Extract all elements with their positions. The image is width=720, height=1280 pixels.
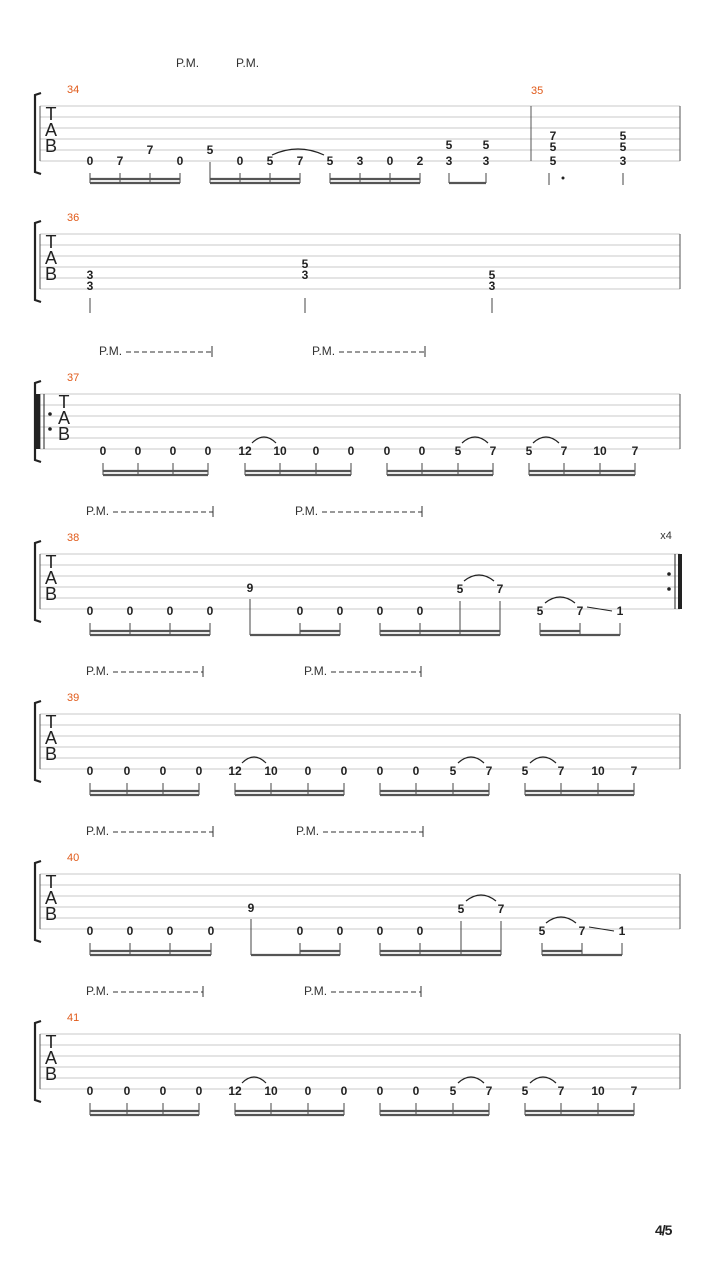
fret-number: 5 [449, 1084, 457, 1098]
tab-clef-letter: A [57, 408, 71, 428]
palm-mute-label: P.M. [295, 504, 319, 518]
fret-number: 7 [576, 604, 584, 618]
fret-number: 7 [557, 764, 565, 778]
tab-clef-letter: B [44, 744, 58, 764]
palm-mute-label: P.M. [312, 344, 336, 358]
fret-number: 7 [560, 444, 568, 458]
fret-number: 5 [536, 604, 544, 618]
fret-number: 0 [347, 444, 355, 458]
tab-clef-letter: B [44, 1064, 58, 1084]
palm-mute-label: P.M. [86, 824, 110, 838]
fret-number: 7 [630, 764, 638, 778]
fret-number: 7 [496, 582, 504, 596]
fret-number: 0 [86, 604, 94, 618]
fret-number: 5 [538, 924, 546, 938]
tab-clef-letter: T [45, 104, 57, 124]
fret-number: 0 [376, 764, 384, 778]
fret-number: 0 [86, 1084, 94, 1098]
fret-number: 3 [86, 279, 94, 293]
measure-number: 37 [67, 372, 80, 384]
measure-number: 35 [531, 85, 544, 97]
fret-number: 0 [86, 764, 94, 778]
repeat-count: x4 [660, 530, 672, 542]
tab-clef-letter: T [45, 1032, 57, 1052]
fret-number: 9 [246, 581, 254, 595]
palm-mute-label: P.M. [296, 824, 320, 838]
palm-mute-label: P.M. [304, 664, 328, 678]
fret-number: 0 [418, 444, 426, 458]
fret-number: 0 [195, 764, 203, 778]
fret-number: 3 [619, 154, 627, 168]
fret-number: 0 [86, 924, 94, 938]
tab-clef-letter: A [44, 120, 58, 140]
fret-number: 10 [591, 764, 605, 778]
fret-number: 5 [549, 154, 557, 168]
fret-number: 1 [616, 604, 624, 618]
measure-number: 34 [67, 84, 80, 96]
fret-number: 0 [126, 604, 134, 618]
tab-clef-letter: A [44, 888, 58, 908]
fret-number: 10 [593, 444, 607, 458]
fret-number: 0 [169, 444, 177, 458]
fret-number: 5 [521, 1084, 529, 1098]
fret-number: 7 [630, 1084, 638, 1098]
tab-staff [35, 1012, 680, 1102]
fret-number: 5 [488, 268, 496, 282]
fret-number: 2 [416, 154, 424, 168]
fret-number: 0 [134, 444, 142, 458]
fret-number: 7 [578, 924, 586, 938]
fret-number: 5 [521, 764, 529, 778]
fret-number: 1 [618, 924, 626, 938]
fret-number: 10 [264, 1084, 278, 1098]
fret-number: 0 [383, 444, 391, 458]
palm-mute-label: P.M. [86, 984, 110, 998]
fret-number: 7 [296, 154, 304, 168]
fret-number: 5 [266, 154, 274, 168]
fret-number: 0 [386, 154, 394, 168]
fret-number: 0 [412, 764, 420, 778]
palm-mute-label: P.M. [99, 344, 123, 358]
tab-clef-letter: A [44, 1048, 58, 1068]
fret-number: 0 [99, 444, 107, 458]
fret-number: 0 [296, 604, 304, 618]
measure-number: 41 [67, 1012, 80, 1024]
fret-number: 0 [412, 1084, 420, 1098]
fret-number: 7 [485, 764, 493, 778]
palm-mute-label: P.M. [86, 504, 110, 518]
fret-number: 10 [264, 764, 278, 778]
fret-number: 3 [86, 268, 94, 282]
page-number: 4/5 [655, 1222, 672, 1238]
fret-number: 10 [273, 444, 287, 458]
fret-number: 3 [482, 154, 490, 168]
fret-number: 5 [619, 140, 627, 154]
fret-number: 7 [549, 129, 557, 143]
fret-number: 5 [445, 138, 453, 152]
measure-number: 38 [67, 532, 80, 544]
fret-number: 0 [207, 924, 215, 938]
fret-number: 0 [123, 764, 131, 778]
fret-number: 0 [195, 1084, 203, 1098]
fret-number: 5 [456, 582, 464, 596]
fret-number: 7 [485, 1084, 493, 1098]
tab-clef-letter: A [44, 568, 58, 588]
fret-number: 5 [457, 902, 465, 916]
tab-staff [35, 372, 680, 462]
measure-number: 40 [67, 852, 80, 864]
tab-clef-letter: T [45, 712, 57, 732]
fret-number: 5 [449, 764, 457, 778]
tab-clef-letter: A [44, 728, 58, 748]
fret-number: 0 [204, 444, 212, 458]
repeat-dot [48, 412, 52, 416]
fret-number: 7 [489, 444, 497, 458]
fret-number: 0 [376, 924, 384, 938]
tab-clef-letter: B [44, 584, 58, 604]
tab-clef-letter: T [45, 552, 57, 572]
tab-clef-letter: T [45, 872, 57, 892]
fret-number: 7 [146, 143, 154, 157]
tab-clef-letter: A [44, 248, 58, 268]
fret-number: 0 [166, 604, 174, 618]
fret-number: 5 [454, 444, 462, 458]
tab-clef-letter: T [58, 392, 70, 412]
fret-number: 5 [619, 129, 627, 143]
palm-mute-label: P.M. [236, 56, 260, 70]
fret-number: 7 [557, 1084, 565, 1098]
fret-number: 10 [591, 1084, 605, 1098]
fret-number: 7 [116, 154, 124, 168]
tab-staff [35, 692, 680, 782]
fret-number: 0 [312, 444, 320, 458]
repeat-dot [667, 572, 671, 576]
fret-number: 0 [123, 1084, 131, 1098]
fret-number: 3 [488, 279, 496, 293]
measure-number: 39 [67, 692, 80, 704]
fret-number: 5 [525, 444, 533, 458]
palm-mute-label: P.M. [86, 664, 110, 678]
tab-clef-letter: B [57, 424, 71, 444]
fret-number: 0 [416, 604, 424, 618]
repeat-dot [48, 427, 52, 431]
fret-number: 0 [376, 1084, 384, 1098]
tab-clef-letter: T [45, 232, 57, 252]
fret-number: 0 [159, 764, 167, 778]
fret-number: 0 [340, 764, 348, 778]
fret-number: 0 [236, 154, 244, 168]
tab-staff [35, 212, 680, 302]
fret-number: 5 [326, 154, 334, 168]
fret-number: 0 [166, 924, 174, 938]
fret-number: 0 [296, 924, 304, 938]
fret-number: 0 [304, 764, 312, 778]
fret-number: 0 [340, 1084, 348, 1098]
fret-number: 7 [631, 444, 639, 458]
fret-number: 12 [228, 764, 242, 778]
dot [562, 177, 565, 180]
palm-mute-label: P.M. [304, 984, 328, 998]
fret-number: 3 [356, 154, 364, 168]
fret-number: 0 [376, 604, 384, 618]
fret-number: 0 [416, 924, 424, 938]
fret-number: 0 [159, 1084, 167, 1098]
fret-number: 0 [126, 924, 134, 938]
fret-number: 9 [247, 901, 255, 915]
fret-number: 7 [497, 902, 505, 916]
fret-number: 0 [336, 924, 344, 938]
fret-number: 3 [301, 268, 309, 282]
tab-clef-letter: B [44, 264, 58, 284]
tab-clef-letter: B [44, 136, 58, 156]
fret-number: 12 [228, 1084, 242, 1098]
fret-number: 0 [336, 604, 344, 618]
tab-clef-letter: B [44, 904, 58, 924]
fret-number: 5 [206, 143, 214, 157]
fret-number: 5 [482, 138, 490, 152]
measure-number: 36 [67, 212, 80, 224]
fret-number: 5 [549, 140, 557, 154]
fret-number: 0 [176, 154, 184, 168]
palm-mute-label: P.M. [176, 56, 200, 70]
repeat-dot [667, 587, 671, 591]
fret-number: 0 [86, 154, 94, 168]
fret-number: 0 [304, 1084, 312, 1098]
fret-number: 12 [238, 444, 252, 458]
fret-number: 3 [445, 154, 453, 168]
fret-number: 0 [206, 604, 214, 618]
fret-number: 5 [301, 257, 309, 271]
